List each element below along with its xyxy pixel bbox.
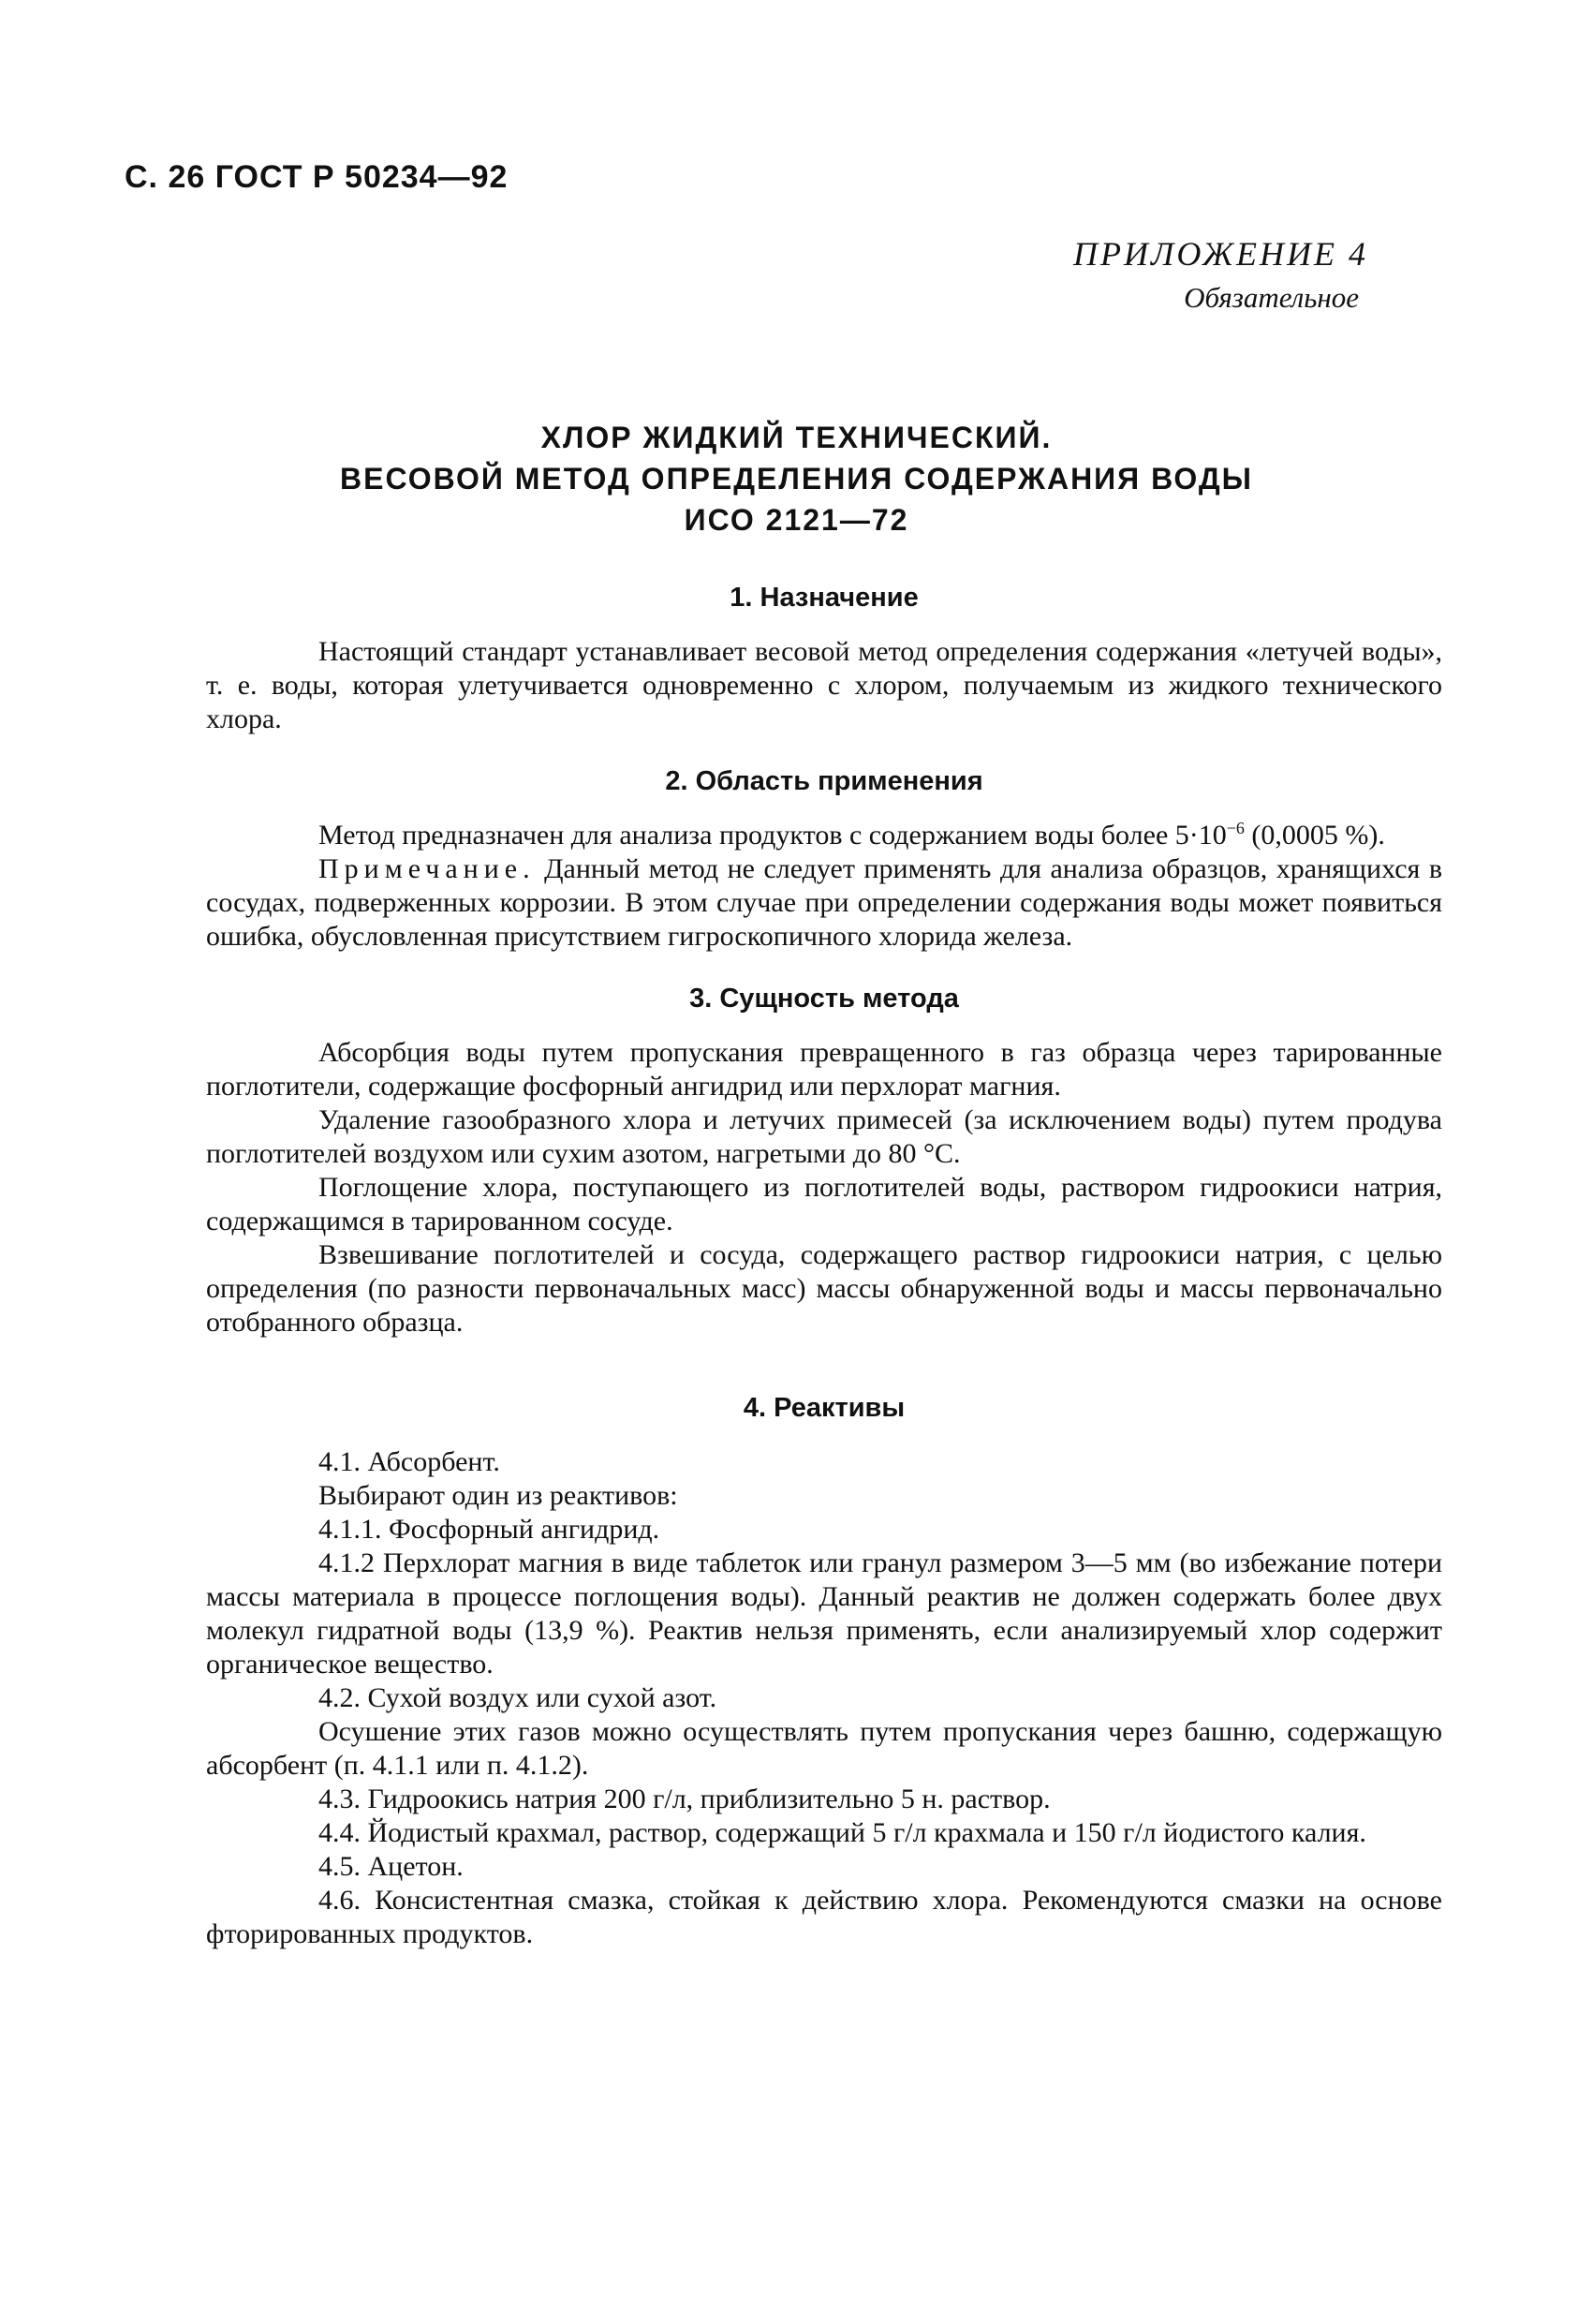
principle-paragraph-3: Поглощение хлора, поступающего из поглотителей воды, раствором гидроокиси натрия, содержащимся в тарированном сосуде.: [206, 1172, 1442, 1236]
scope-text-end: (0,0005 %).: [1244, 820, 1385, 851]
section-heading-scope: 2. Область применения: [665, 766, 983, 796]
purpose-paragraph: Настоящий стандарт устанавливает весовой метод определения содержания «летучей воды», т. е. воды, которая улетучивается одновременно с хлором, получаемым из жидкого технического хлора.: [206, 636, 1442, 734]
appendix-subtitle: Обязательное: [1184, 281, 1359, 314]
note-text: Данный метод не следует применять для анализа образцов, хранящихся в сосудах, подверженных коррозии. В этом случае при определении содержания воды может появиться ошибка, обусловленная присутствием гигроскопичного хлорида железа.: [206, 853, 1442, 952]
scope-text: Метод предназначен для анализа продуктов с содержанием воды более 5·10: [318, 820, 1227, 851]
reagent-item-4-1-1: 4.1.1. Фосфорный ангидрид.: [318, 1514, 660, 1545]
document-body: [206, 581, 1442, 1951]
title-line-2: ВЕСОВОЙ МЕТОД ОПРЕДЕЛЕНИЯ СОДЕРЖАНИЯ ВОДЫ: [340, 462, 1253, 496]
reagent-item-4-1-2: 4.1.2 Перхлорат магния в виде таблеток или гранул размером 3—5 мм (во избежание потери массы материала в процессе поглощения воды). Данный реактив не должен содержать более двух молекул гидратной воды (13,9 %). Реактив нельзя применять, если анализируемый хлор содержит органическое вещество.: [206, 1547, 1442, 1680]
reagent-item-4-3: 4.3. Гидроокись натрия 200 г/л, приблизительно 5 н. раствор.: [318, 1784, 1051, 1814]
title-line-1: ХЛОР ЖИДКИЙ ТЕХНИЧЕСКИЙ.: [540, 421, 1053, 454]
title-line-3: ИСО 2121—72: [684, 503, 909, 537]
scope-note: [206, 852, 1442, 954]
reagent-item-4-1: 4.1. Абсорбент.: [318, 1446, 500, 1477]
reagent-drying-text: Осушение этих газов можно осуществлять путем пропускания через башню, содержащую абсорбент (п. 4.1.1 или п. 4.1.2).: [206, 1716, 1442, 1781]
scope-exponent: −6: [1226, 819, 1245, 837]
principle-paragraph-2: Удаление газообразного хлора и летучих примесей (за исключением воды) путем продува поглотителей воздухом или сухим азотом, нагретыми до 80 °С.: [206, 1104, 1442, 1169]
reagent-item-4-4: 4.4. Йодистый крахмал, раствор, содержащий 5 г/л крахмала и 150 г/л йодистого калия.: [318, 1817, 1366, 1848]
principle-paragraph-1: Абсорбция воды путем пропускания превращенного в газ образца через тарированные поглотители, содержащие фосфорный ангидрид или перхлорат магния.: [206, 1037, 1442, 1102]
reagent-item-4-6: 4.6. Консистентная смазка, стойкая к действию хлора. Рекомендуются смазки на основе фторированных продуктов.: [206, 1885, 1442, 1949]
principle-paragraph-4: Взвешивание поглотителей и сосуда, содержащего раствор гидроокиси натрия, с целью определения (по разности первоначальных масс) массы обнаруженной воды и массы первоначально отобранного образца.: [206, 1239, 1442, 1338]
note-label: Примечание.: [318, 853, 536, 884]
appendix-title: ПРИЛОЖЕНИЕ 4: [1073, 235, 1368, 273]
reagent-item-4-2: 4.2. Сухой воздух или сухой азот.: [318, 1682, 717, 1713]
reagent-item-4-5: 4.5. Ацетон.: [318, 1851, 464, 1882]
section-heading-principle: 3. Сущность метода: [689, 984, 959, 1014]
section-heading-purpose: 1. Назначение: [730, 583, 919, 613]
appendix-block: [1073, 234, 1368, 315]
section-heading-reagents: 4. Реактивы: [743, 1393, 906, 1423]
running-header: С. 26 ГОСТ Р 50234—92: [125, 159, 509, 195]
scope-paragraph: [206, 819, 1442, 852]
reagent-choose-text: Выбирают один из реактивов:: [318, 1480, 678, 1511]
document-title: [0, 417, 1593, 540]
